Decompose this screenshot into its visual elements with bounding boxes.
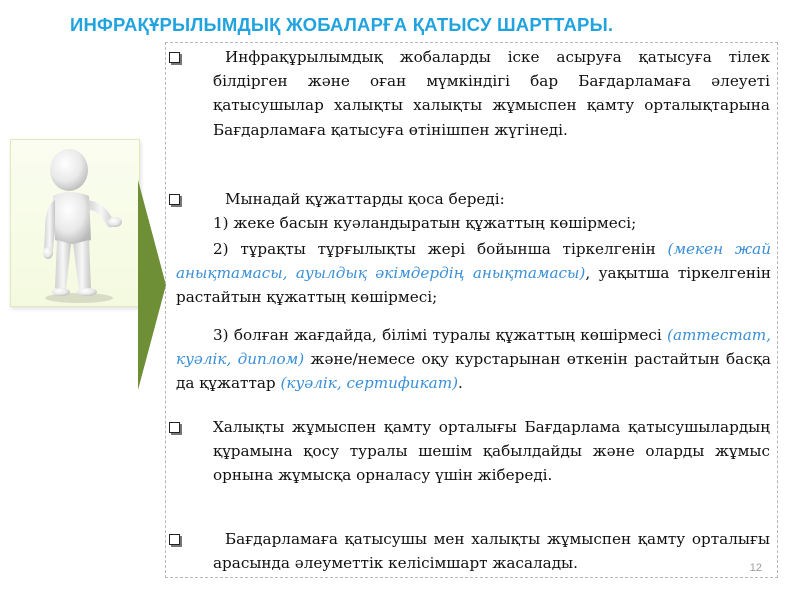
checkbox-bullet-icon [169,422,180,433]
content-box [165,42,778,578]
document-item-3-note-2: (куәлік, сертификат) [280,374,459,393]
document-item-3 [176,323,771,396]
document-item-2-note: (мекен жай анықтамасы, ауылдық әкімдердің анықтамасы) [176,240,772,283]
document-item-1: 1) жеке басын куәландыратын құжаттың көшірмесі; [213,214,637,233]
paragraph-text: Халықты жұмыспен қамту орталығы Бағдарлама қатысушылардың құрамына қосу туралы шешім қабылдайды және оларды жұмыс орнына жұмысқа орналасу үшін жібереді. [213,418,770,485]
person-illustration [10,139,140,307]
document-item-3-mid: және/немесе оқу курстарынан өткенін растайтын басқа да құжаттар [176,350,771,393]
arrow-right-icon [138,180,168,390]
checkbox-bullet-icon [169,194,180,205]
person-presenting-icon [11,140,141,308]
page-number: 12 [749,562,762,574]
checkbox-bullet-icon [169,534,180,545]
paragraph-text: Инфрақұрылымдық жобаларды іске асыруға қатысуға тілек білдірген және оған мүмкіндігі бар Бағдарламаға әлеуеті қатысушылар халықты халықты жұмыспен қамту орталықтарына Бағдарламаға қатысуға өтінішпен жүгінеді. [213,48,770,139]
documents-intro: Мынадай құжаттарды қоса береді: [225,190,505,208]
document-item-2-end: , уақытша тіркелгенін растайтын құжаттың көшірмесі; [176,264,772,307]
document-item-2 [176,237,771,310]
slide-title: ИНФРАҚҰРЫЛЫМДЫҚ ЖОБАЛАРҒА ҚАТЫСУ ШАРТТАРЫ. [70,14,614,35]
paragraph-text: Бағдарламаға қатысушы мен халықты жұмыспен қамту орталығы арасында әлеуметтік келісімшарт жасалады. [213,530,770,573]
checkbox-bullet-icon [169,52,180,63]
paragraph-block [213,187,770,235]
document-item-3-note: (аттестат, куәлік, диплом) [176,326,772,369]
document-item-2-text: 2) тұрақты тұрғылықты жері бойынша тіркелгенін [213,240,656,258]
document-item-3-end: . [458,374,463,393]
document-item-3-text: 3) болған жағдайда, білімі туралы құжаттың көшірмесі [213,326,662,344]
